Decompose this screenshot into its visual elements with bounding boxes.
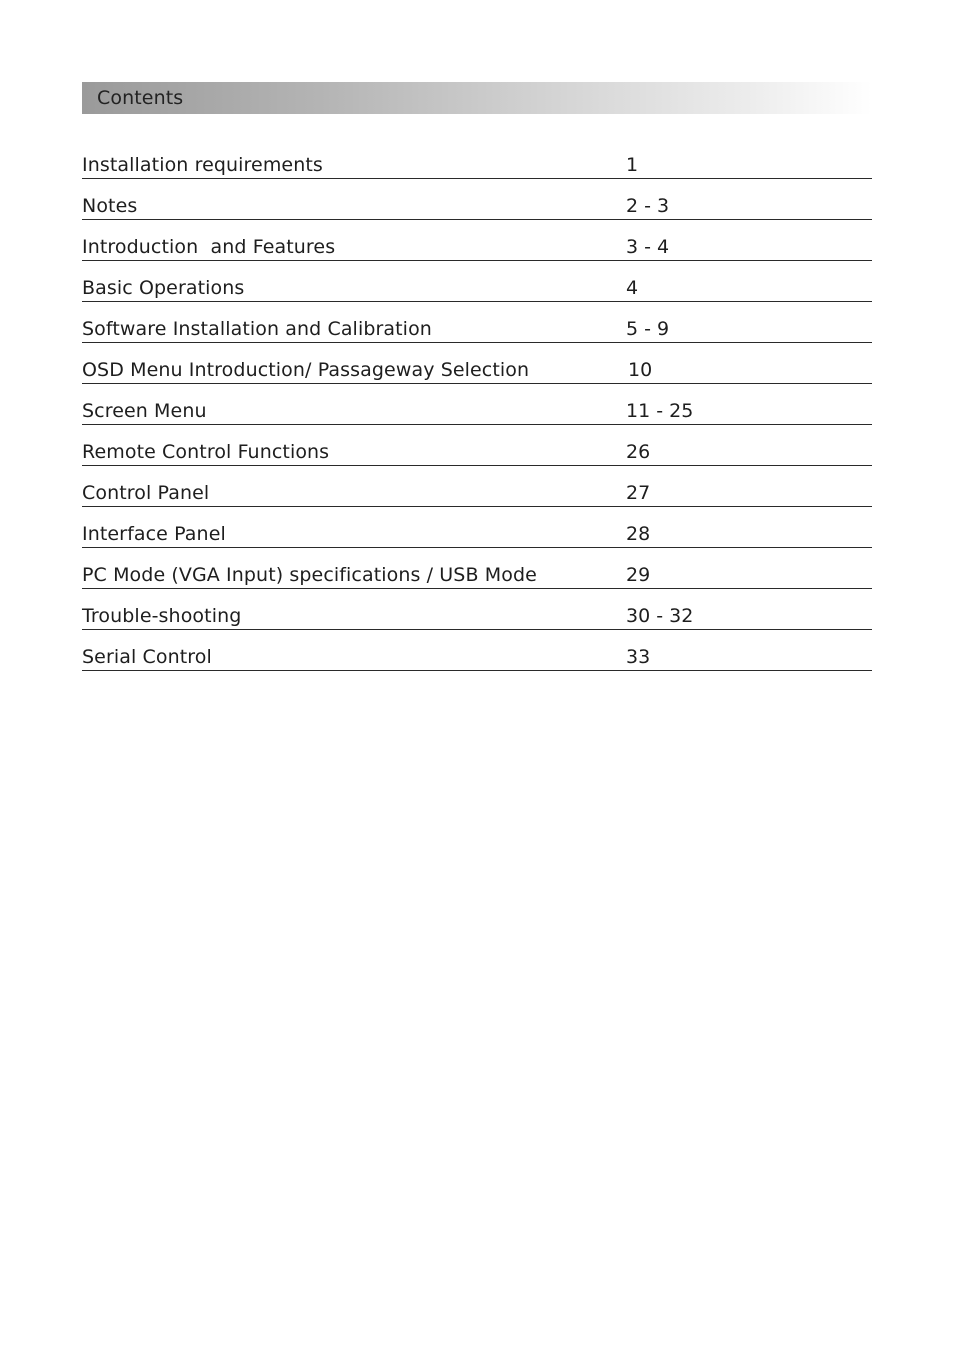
contents-page xyxy=(82,82,872,671)
toc-entry-page: 28 xyxy=(626,523,651,545)
toc-entry-page: 29 xyxy=(626,564,651,586)
toc-entry[interactable] xyxy=(82,343,872,384)
toc-entry[interactable] xyxy=(82,548,872,589)
toc-entry-title: Serial Control xyxy=(82,646,212,668)
toc-entry[interactable] xyxy=(82,220,872,261)
toc-entry[interactable] xyxy=(82,138,872,179)
toc-entry[interactable] xyxy=(82,302,872,343)
toc-entry-title: PC Mode (VGA Input) specifications / USB Mode xyxy=(82,564,537,586)
toc-entry[interactable] xyxy=(82,384,872,425)
contents-title: Contents xyxy=(97,87,184,109)
toc-entry-page: 10 xyxy=(628,359,653,381)
toc-entry-title: Interface Panel xyxy=(82,523,226,545)
toc-entry[interactable] xyxy=(82,179,872,220)
toc-entry[interactable] xyxy=(82,425,872,466)
table-of-contents xyxy=(82,138,872,671)
toc-entry-title: Notes xyxy=(82,195,138,217)
toc-entry-page: 33 xyxy=(626,646,651,668)
toc-entry-page: 4 xyxy=(626,277,639,299)
toc-entry-title: Screen Menu xyxy=(82,400,207,422)
toc-entry-page: 1 xyxy=(626,154,639,176)
toc-entry[interactable] xyxy=(82,589,872,630)
toc-entry[interactable] xyxy=(82,630,872,671)
toc-entry-title: Introduction and Features xyxy=(82,236,336,258)
toc-entry-title: OSD Menu Introduction/ Passageway Selection xyxy=(82,359,530,381)
toc-entry-page: 3 - 4 xyxy=(626,236,670,258)
toc-entry-page: 27 xyxy=(626,482,651,504)
toc-entry[interactable] xyxy=(82,466,872,507)
toc-entry-page: 11 - 25 xyxy=(626,400,694,422)
toc-entry-title: Trouble-shooting xyxy=(82,605,242,627)
toc-entry-page: 2 - 3 xyxy=(626,195,670,217)
toc-entry-title: Remote Control Functions xyxy=(82,441,330,463)
toc-entry-page: 26 xyxy=(626,441,651,463)
toc-entry-title: Control Panel xyxy=(82,482,210,504)
contents-header-bar xyxy=(82,82,872,114)
toc-entry-title: Installation requirements xyxy=(82,154,323,176)
toc-entry-title: Software Installation and Calibration xyxy=(82,318,432,340)
toc-entry-page: 30 - 32 xyxy=(626,605,694,627)
toc-entry[interactable] xyxy=(82,507,872,548)
toc-entry-title: Basic Operations xyxy=(82,277,245,299)
toc-entry-page: 5 - 9 xyxy=(626,318,670,340)
toc-entry[interactable] xyxy=(82,261,872,302)
